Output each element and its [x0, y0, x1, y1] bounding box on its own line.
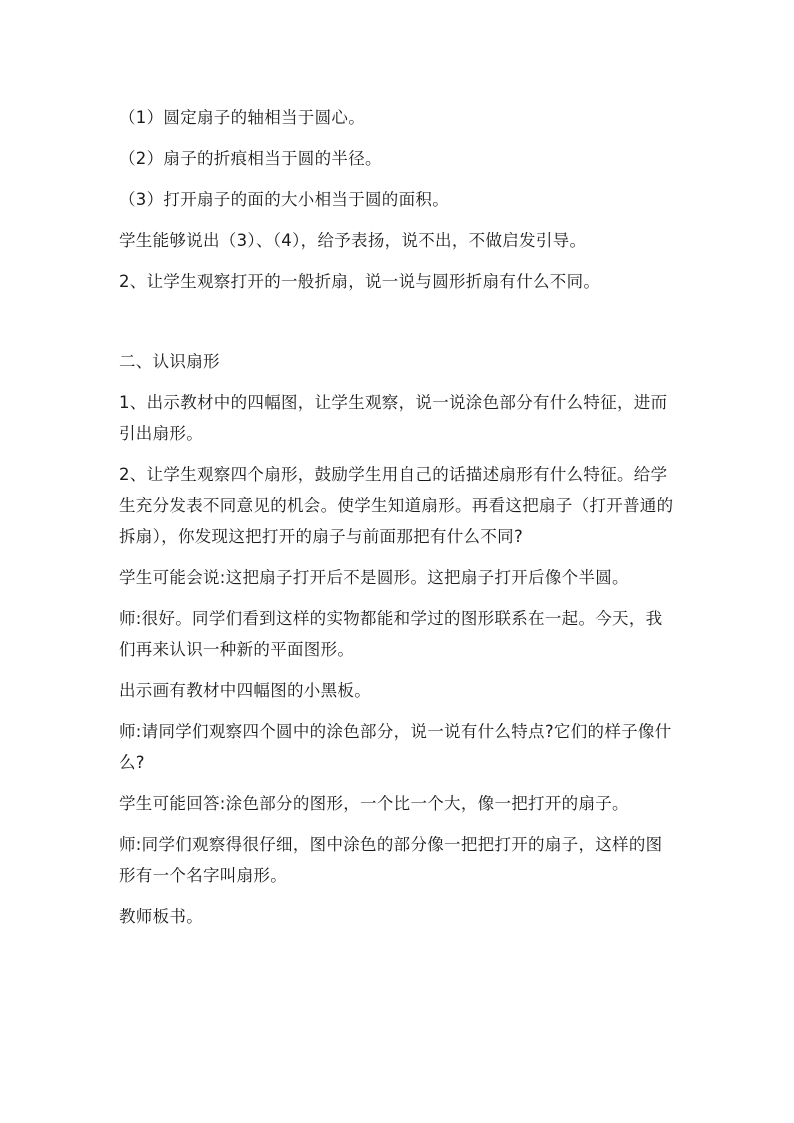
paragraph-2: 2、让学生观察四个扇形，鼓励学生用自己的话描述扇形有什么特征。给学生充分发表不同意见的机会。使学生知道扇形。再看这把扇子（打开普通的拆扇），你发现这把打开的扇子与前面那把有什么不同?: [119, 465, 674, 546]
paragraph-9: 教师板书。: [119, 907, 203, 926]
paragraph-6: 师:请同学们观察四个圆中的涂色部分，说一说有什么特点?它们的样子像什么?: [119, 722, 672, 772]
paragraph-8: 师:同学们观察得很仔细，图中涂色的部分像一把把打开的扇子，这样的图形有一个名字叫扇形。: [119, 835, 663, 885]
step-2-observe-fan: 2、让学生观察打开的一般折扇，说一说与圆形折扇有什么不同。: [119, 272, 601, 291]
section-heading: 二、认识扇形: [119, 352, 220, 371]
list-item-2: （2）扇子的折痕相当于圆的半径。: [119, 149, 382, 168]
list-item-1: （1）圆定扇子的轴相当于圆心。: [119, 108, 365, 127]
document-body: [119, 102, 679, 942]
paragraph-7: 学生可能回答:涂色部分的图形，一个比一个大，像一把打开的扇子。: [119, 794, 629, 813]
paragraph-3: 学生可能会说:这把扇子打开后不是圆形。这把扇子打开后像个半圆。: [119, 568, 629, 587]
praise-note: 学生能够说出（3）、（4），给予表扬，说不出，不做启发引导。: [119, 231, 587, 250]
section-spacer: [119, 307, 679, 346]
paragraph-5: 出示画有教材中四幅图的小黑板。: [119, 681, 371, 700]
list-item-3: （3）打开扇子的面的大小相当于圆的面积。: [119, 190, 449, 209]
paragraph-4: 师:很好。同学们看到这样的实物都能和学过的图形联系在一起。今天，我们再来认识一种新的平面图形。: [119, 609, 663, 659]
paragraph-1: 1、出示教材中的四幅图，让学生观察，说一说涂色部分有什么特征，进而引出扇形。: [119, 393, 668, 443]
